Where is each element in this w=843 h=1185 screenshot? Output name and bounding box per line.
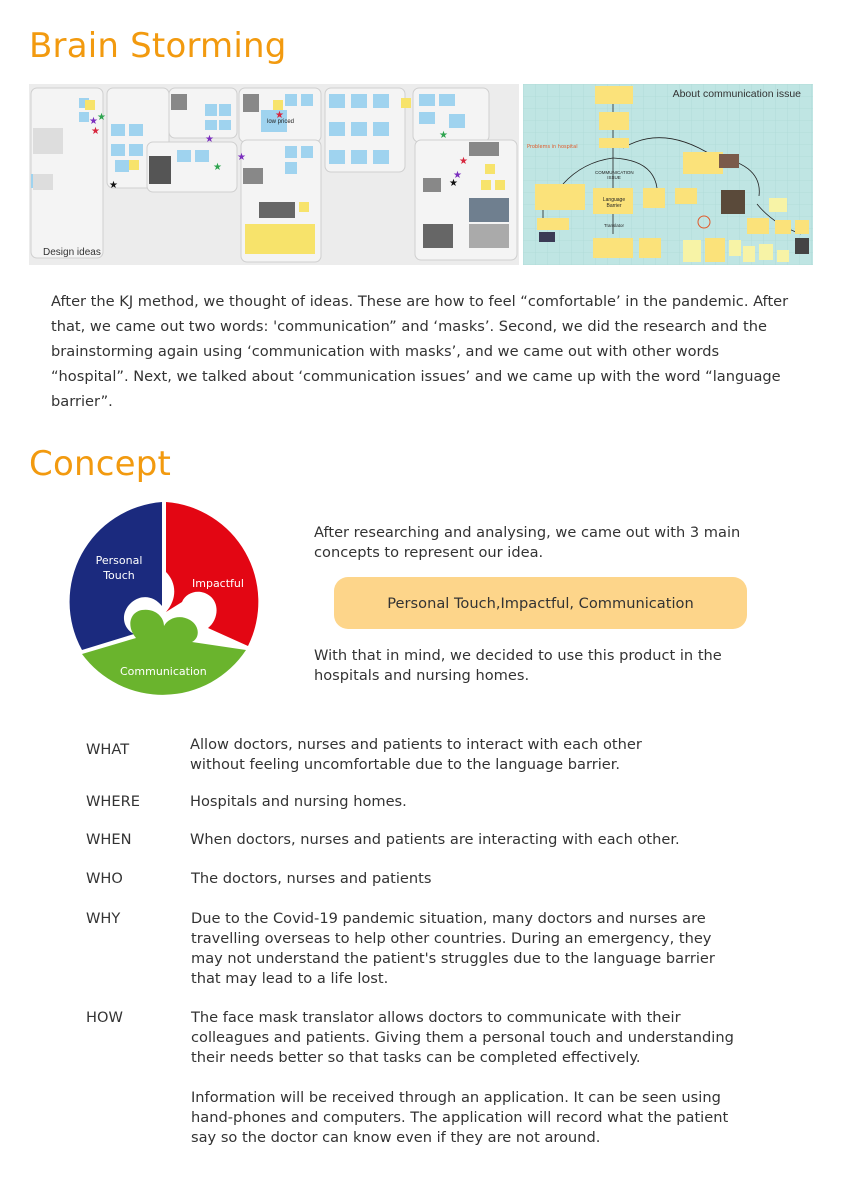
svg-text:★: ★ [449,178,458,189]
row-key: WHEN [86,831,132,848]
personal-label-line1: Personal [95,554,143,567]
row-line: may not understand the patient's struggles due to the language barrier [191,950,715,967]
svg-text:★: ★ [109,180,118,191]
concept-title: Concept [29,444,172,484]
design-ideas-sketch [29,84,519,265]
row-line: say so the doctor can know even if they are not around. [191,1129,601,1146]
concept-pill [334,577,747,629]
svg-text:★: ★ [205,134,214,145]
row-key: HOW [86,1009,123,1026]
svg-text:★: ★ [459,156,468,167]
row-line: The doctors, nurses and patients [191,870,432,887]
design-ideas-board [29,84,519,265]
row-line: When doctors, nurses and patients are interacting with each other. [190,831,680,848]
impactful-label: Impactful [192,577,244,590]
svg-text:Problems in hospital: Problems in hospital [527,144,578,150]
row-key: WHO [86,870,123,887]
row-key: WHAT [86,741,130,758]
personal-touch-label [86,553,152,583]
svg-text:★: ★ [453,170,462,181]
row-value [191,869,771,889]
row-value [190,830,770,850]
row-line: Hospitals and nursing homes. [190,793,407,810]
svg-text:★: ★ [89,116,98,127]
translator-node: Translator [603,223,625,228]
row-line: travelling overseas to help other countries. During an emergency, they [191,930,712,947]
row-line: without feeling uncomfortable due to the language barrier. [190,756,621,773]
row-line: that may lead to a life lost. [191,970,389,987]
svg-text:★: ★ [97,112,106,123]
row-line: hand-phones and computers. The application will record what the patient [191,1109,729,1126]
concept-intro: After researching and analysing, we came out with 3 main concepts to represent our idea. [314,524,741,561]
comm-issue-node: COMMUNICATION ISSUE [595,170,634,180]
language-barrier-node: Language Barrier [602,197,626,209]
brainstorm-title: Brain Storming [29,26,287,66]
row-line: Due to the Covid-19 pandemic situation, many doctors and nurses are [191,910,706,927]
concept-outro: With that in mind, we decided to use this product in the hospitals and nursing homes. [314,647,722,684]
svg-text:★: ★ [439,130,448,141]
row-line: colleagues and patients. Giving them a personal touch and understanding [191,1029,734,1046]
svg-text:★: ★ [237,152,246,163]
row-value [190,735,770,775]
svg-text:★: ★ [213,162,222,173]
low-priced-note: low priced [267,119,295,125]
communication-mindmap [523,84,813,265]
row-value [191,909,771,989]
design-ideas-label: Design ideas [43,247,101,258]
svg-text:★: ★ [91,126,100,137]
brainstorm-paragraph: After the KJ method, we thought of ideas. These are how to feel “comfortable’ in the pandemic. After that, we came out two words: 'communication” and ‘masks’. Second, we did the research and the brainstorming again using ‘communication with masks’, and we came out with other words “hospital”. Next, we talked about ‘communication issues’ and we came up with the word “language barrier”. [51,293,789,410]
row-key: WHY [86,910,121,927]
communication-issue-label: About communication issue [672,88,801,100]
row-line: Allow doctors, nurses and patients to interact with each other [190,736,642,753]
row-line: Information will be received through an application. It can be seen using [191,1089,721,1106]
row-line: their needs better so that tasks can be completed effectively. [191,1049,641,1066]
personal-label-line2: Touch [103,569,135,582]
communication-issue-board [523,84,813,265]
row-value [190,792,770,812]
row-line: The face mask translator allows doctors to communicate with their [191,1009,681,1026]
row-key: WHERE [86,793,140,810]
communication-label: Communication [120,665,207,678]
concept-pill-text: Personal Touch,Impactful, Communication [387,594,694,612]
row-value [191,1008,771,1148]
svg-text:★: ★ [275,110,284,121]
